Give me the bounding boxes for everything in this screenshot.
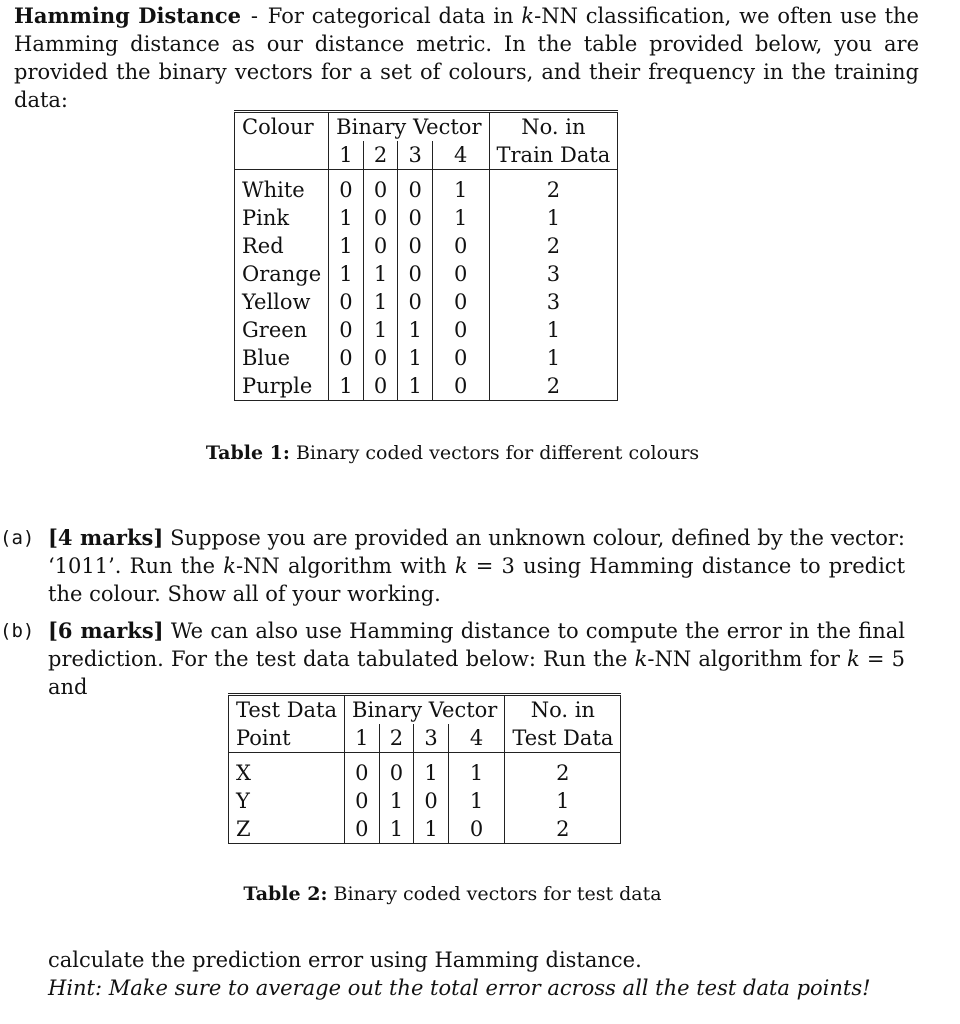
intro-text-1: For categorical data in xyxy=(267,4,522,28)
bit-1-cell: 0 xyxy=(329,344,364,372)
question-a-text-1: Suppose you are provided an unknown colour, defined by the vector: ‘1011’. Run the xyxy=(48,526,905,578)
question-a-label: (a) xyxy=(0,527,35,549)
question-a-marks: [4 marks] xyxy=(48,525,164,550)
bit-3-cell: 1 xyxy=(398,372,433,401)
bit-1-cell: 0 xyxy=(345,815,380,844)
question-b-text xyxy=(48,617,905,701)
bit-2-cell: 0 xyxy=(363,372,398,401)
bit-4-cell: 1 xyxy=(448,787,505,815)
test-table-body xyxy=(229,759,621,844)
row-label: Blue xyxy=(235,344,329,372)
bit-1-cell: 1 xyxy=(329,204,364,232)
bit-1-cell: 0 xyxy=(329,316,364,344)
question-b-label: (b) xyxy=(0,620,35,642)
bit-4-cell: 1 xyxy=(432,176,489,204)
colour-row xyxy=(235,372,618,401)
header-bit-1: 1 xyxy=(345,724,380,753)
bit-2-cell: 1 xyxy=(379,787,414,815)
row-label: Y xyxy=(229,787,345,815)
bit-2-cell: 1 xyxy=(363,316,398,344)
row-label: Pink xyxy=(235,204,329,232)
count-cell: 2 xyxy=(489,232,618,260)
bit-1-cell: 0 xyxy=(329,176,364,204)
bit-3-cell: 0 xyxy=(398,288,433,316)
count-cell: 2 xyxy=(505,759,621,787)
bit-1-cell: 1 xyxy=(329,372,364,401)
bit-3-cell: 0 xyxy=(398,232,433,260)
header-count-line2: Test Data xyxy=(505,724,621,753)
colour-table-body xyxy=(235,176,618,401)
row-label: Orange xyxy=(235,260,329,288)
bit-3-cell: 0 xyxy=(414,787,449,815)
header-bit-3: 3 xyxy=(398,141,433,170)
header-bit-2: 2 xyxy=(379,724,414,753)
row-label: X xyxy=(229,759,345,787)
question-b-hint: Hint: Make sure to average out the total error across all the test data points! xyxy=(48,976,871,1000)
bit-3-cell: 0 xyxy=(398,260,433,288)
colour-row xyxy=(235,232,618,260)
term-dash: - xyxy=(250,4,258,28)
bit-3-cell: 1 xyxy=(398,344,433,372)
count-cell: 1 xyxy=(489,204,618,232)
colour-row xyxy=(235,176,618,204)
document-page xyxy=(14,2,919,114)
table1-caption xyxy=(0,439,905,467)
intro-text-2: -NN classification, we often use the Hamming distance as our distance metric. In the table provided below, you are provided the binary vectors for a set of colours, and their frequency in the training data: xyxy=(14,4,919,112)
count-cell: 2 xyxy=(505,815,621,844)
header-bit-4: 4 xyxy=(448,724,505,753)
question-b xyxy=(0,617,905,701)
bit-4-cell: 1 xyxy=(432,204,489,232)
colour-row xyxy=(235,344,618,372)
header-binary-vector: Binary Vector xyxy=(329,112,489,142)
term-heading: Hamming Distance xyxy=(14,3,242,28)
header-bit-4: 4 xyxy=(432,141,489,170)
question-b-text-2: -NN algorithm for xyxy=(647,647,848,671)
row-label: Z xyxy=(229,815,345,844)
row-label: Green xyxy=(235,316,329,344)
count-cell: 2 xyxy=(489,372,618,401)
header-count-line1: No. in xyxy=(489,112,618,142)
colour-row xyxy=(235,316,618,344)
header-colour: Colour xyxy=(235,112,329,142)
bit-4-cell: 0 xyxy=(432,260,489,288)
bit-2-cell: 0 xyxy=(379,759,414,787)
header-point-line1: Test Data xyxy=(229,695,345,725)
test-row xyxy=(229,787,621,815)
bit-1-cell: 1 xyxy=(329,260,364,288)
k-symbol: k xyxy=(847,647,860,671)
count-cell: 2 xyxy=(489,176,618,204)
colour-vector-table xyxy=(234,110,618,401)
bit-4-cell: 0 xyxy=(432,316,489,344)
header-point-line2: Point xyxy=(229,724,345,753)
row-label: Red xyxy=(235,232,329,260)
bit-2-cell: 0 xyxy=(363,344,398,372)
bit-3-cell: 0 xyxy=(398,176,433,204)
question-a-text-3: = 3 using Hamming distance to predict the colour. Show all of your working. xyxy=(48,554,906,606)
table2-caption-text: Binary coded vectors for test data xyxy=(333,883,662,905)
bit-2-cell: 1 xyxy=(363,260,398,288)
table2-caption-label: Table 2: xyxy=(243,883,328,905)
question-b-text-1: We can also use Hamming distance to compute the error in the final prediction. For the test data tabulated below: Run the xyxy=(48,619,905,671)
row-label: White xyxy=(235,176,329,204)
k-symbol: k xyxy=(223,554,236,578)
table1-caption-label: Table 1: xyxy=(205,442,290,464)
row-label: Yellow xyxy=(235,288,329,316)
bit-4-cell: 0 xyxy=(432,344,489,372)
bit-1-cell: 0 xyxy=(345,759,380,787)
count-cell: 3 xyxy=(489,288,618,316)
test-row xyxy=(229,759,621,787)
bit-3-cell: 1 xyxy=(398,316,433,344)
bit-4-cell: 0 xyxy=(432,288,489,316)
question-b-text-3: = 5 and xyxy=(48,647,906,699)
question-b-marks: [6 marks] xyxy=(48,618,164,643)
count-cell: 3 xyxy=(489,260,618,288)
bit-2-cell: 1 xyxy=(363,288,398,316)
header-count-line1: No. in xyxy=(505,695,621,725)
header-colour-blank xyxy=(235,141,329,170)
bit-2-cell: 0 xyxy=(363,232,398,260)
bit-1-cell: 0 xyxy=(329,288,364,316)
row-label: Purple xyxy=(235,372,329,401)
bit-3-cell: 1 xyxy=(414,815,449,844)
table2-caption xyxy=(0,880,905,908)
bit-4-cell: 1 xyxy=(448,759,505,787)
bit-3-cell: 1 xyxy=(414,759,449,787)
question-b-tail: calculate the prediction error using Hamming distance. xyxy=(48,948,642,972)
bit-2-cell: 1 xyxy=(379,815,414,844)
bit-4-cell: 0 xyxy=(448,815,505,844)
question-b-continuation xyxy=(48,946,908,1002)
bit-4-cell: 0 xyxy=(432,232,489,260)
count-cell: 1 xyxy=(489,316,618,344)
k-symbol: k xyxy=(634,647,648,671)
header-bit-2: 2 xyxy=(363,141,398,170)
k-symbol: k xyxy=(454,554,468,578)
bit-2-cell: 0 xyxy=(363,176,398,204)
question-a-text-2: -NN algorithm with xyxy=(235,554,455,578)
k-symbol: k xyxy=(521,4,535,28)
bit-3-cell: 0 xyxy=(398,204,433,232)
bit-2-cell: 0 xyxy=(363,204,398,232)
colour-row xyxy=(235,204,618,232)
count-cell: 1 xyxy=(489,344,618,372)
count-cell: 1 xyxy=(505,787,621,815)
test-row xyxy=(229,815,621,844)
intro-paragraph xyxy=(14,2,919,114)
header-count-line2: Train Data xyxy=(489,141,618,170)
header-bit-3: 3 xyxy=(414,724,449,753)
bit-1-cell: 1 xyxy=(329,232,364,260)
table1-caption-text: Binary coded vectors for different colours xyxy=(295,442,700,464)
test-data-table xyxy=(228,693,621,844)
colour-row xyxy=(235,288,618,316)
bit-1-cell: 0 xyxy=(345,787,380,815)
header-bit-1: 1 xyxy=(329,141,364,170)
header-binary-vector: Binary Vector xyxy=(345,695,505,725)
bit-4-cell: 0 xyxy=(432,372,489,401)
colour-row xyxy=(235,260,618,288)
question-a-text xyxy=(48,524,905,608)
question-a xyxy=(0,524,905,608)
